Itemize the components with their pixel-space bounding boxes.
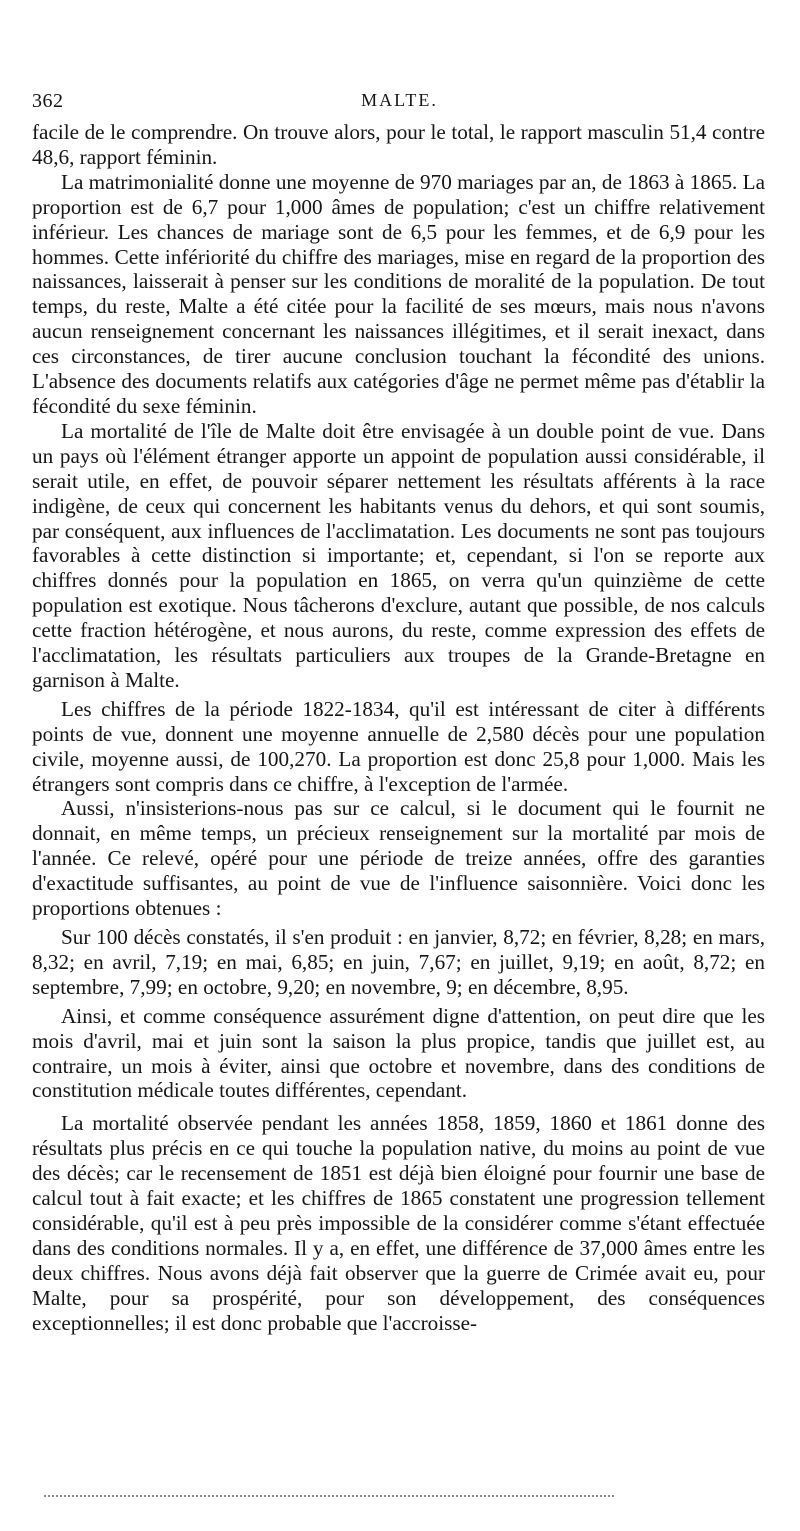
page-header bbox=[32, 90, 767, 118]
paragraph-mortalite-par-mois: Aussi, n'insisterions-nous pas sur ce calcul, si le document qui le fournit ne donnait, en même temps, un précieux renseignement sur la mortalité par mois de l'année. Ce relevé, opéré pour une période de treize années, offre des garanties d'exactitude suffisantes, au point de vue de l'influence saisonnière. Voici donc les proportions obtenues : bbox=[32, 796, 765, 921]
running-title: MALTE. bbox=[361, 90, 438, 110]
footer-rule bbox=[44, 1495, 614, 1497]
body-text bbox=[32, 120, 765, 1336]
paragraph-matrimonialite: La matrimonialité donne une moyenne de 970 mariages par an, de 1863 à 1865. La proportion est de 6,7 pour 1,000 âmes de population; c'est un chiffre relativement inférieur. Les chances de mariage sont de 6,5 pour les femmes, et de 6,9 pour les hommes. Cette infériorité du chiffre des mariages, mise en regard de la proportion des naissances, laisserait à penser sur les conditions de moralité de la population. De tout temps, du reste, Malte a été citée pour la facilité de ses mœurs, mais nous n'avons aucun renseignement concernant les naissances illégitimes, et il serait inexact, dans ces circonstances, de tirer aucune conclusion touchant la fécondité des unions. L'absence des documents relatifs aux catégories d'âge ne permet même pas d'établir la fécondité du sexe féminin. bbox=[32, 169, 765, 418]
paragraph-periode-1858-1861: La mortalité observée pendant les années 1858, 1859, 1860 et 1861 donne des résultats plus précis en ce qui touche la population native, du moins au point de vue des décès; car le recensement de 1851 est déjà bien éloigné pour fournir une base de calcul tout à fait exacte; et les chiffres de 1865 constatent une progression tellement considérable, qu'il est à peu près impossible de la considérer comme s'étant effectuée dans des conditions normales. Il y a, en effet, une différence de 37,000 âmes entre les deux chiffres. Nous avons déjà fait observer que la guerre de Crimée avait eu, pour Malte, pour sa prospérité, pour son développement, des conséquences exceptionnelles; il est donc probable que l'accroisse- bbox=[32, 1111, 765, 1335]
paragraph-periode-1822-1834: Les chiffres de la période 1822-1834, qu'il est intéressant de citer à différents points de vue, donnent une moyenne annuelle de 2,580 décès pour une population civile, moyenne aussi, de 100,270. La proportion est donc 25,8 pour 1,000. Mais les étrangers sont compris dans ce chiffre, à l'exception de l'armée. bbox=[32, 696, 765, 796]
page-number: 362 bbox=[32, 90, 64, 112]
paragraph-conclusion-saisons: Ainsi, et comme conséquence assurément digne d'attention, on peut dire que les mois d'avril, mai et juin sont la saison la plus propice, tandis que juillet est, au contraire, un mois à éviter, ainsi que octobre et novembre, dans des conditions de constitution médicale toutes différentes, cependant. bbox=[32, 1003, 765, 1103]
paragraph-continuation: facile de le comprendre. On trouve alors, pour le total, le rapport masculin 51,4 contre 48,6, rapport féminin. bbox=[32, 120, 765, 169]
paragraph-proportions-mensuelles: Sur 100 décès constatés, il s'en produit : en janvier, 8,72; en février, 8,28; en mars, 8,32; en avril, 7,19; en mai, 6,85; en juin, 7,67; en juillet, 9,19; en août, 8,72; en septembre, 7,99; en octobre, 9,20; en novembre, 9; en décembre, 8,95. bbox=[32, 925, 765, 999]
paragraph-mortalite: La mortalité de l'île de Malte doit être envisagée à un double point de vue. Dans un pays où l'élément étranger apporte un appoint de population aussi considérable, il serait utile, en effet, de pouvoir séparer nettement les résultats afférents à la race indigène, de ceux qui concernent les habitants venus du dehors, et qui sont soumis, par conséquent, aux influences de l'acclimatation. Les documents ne sont pas toujours favorables à cette distinction si importante; et, cependant, si l'on se reporte aux chiffres donnés pour la population en 1865, on verra qu'un quinzième de cette population est exotique. Nous tâcherons d'exclure, autant que possible, de nos calculs cette fraction hétérogène, et nous aurons, du reste, comme expression des effets de l'acclimatation, les résultats particuliers aux troupes de la Grande-Bretagne en garnison à Malte. bbox=[32, 418, 765, 692]
